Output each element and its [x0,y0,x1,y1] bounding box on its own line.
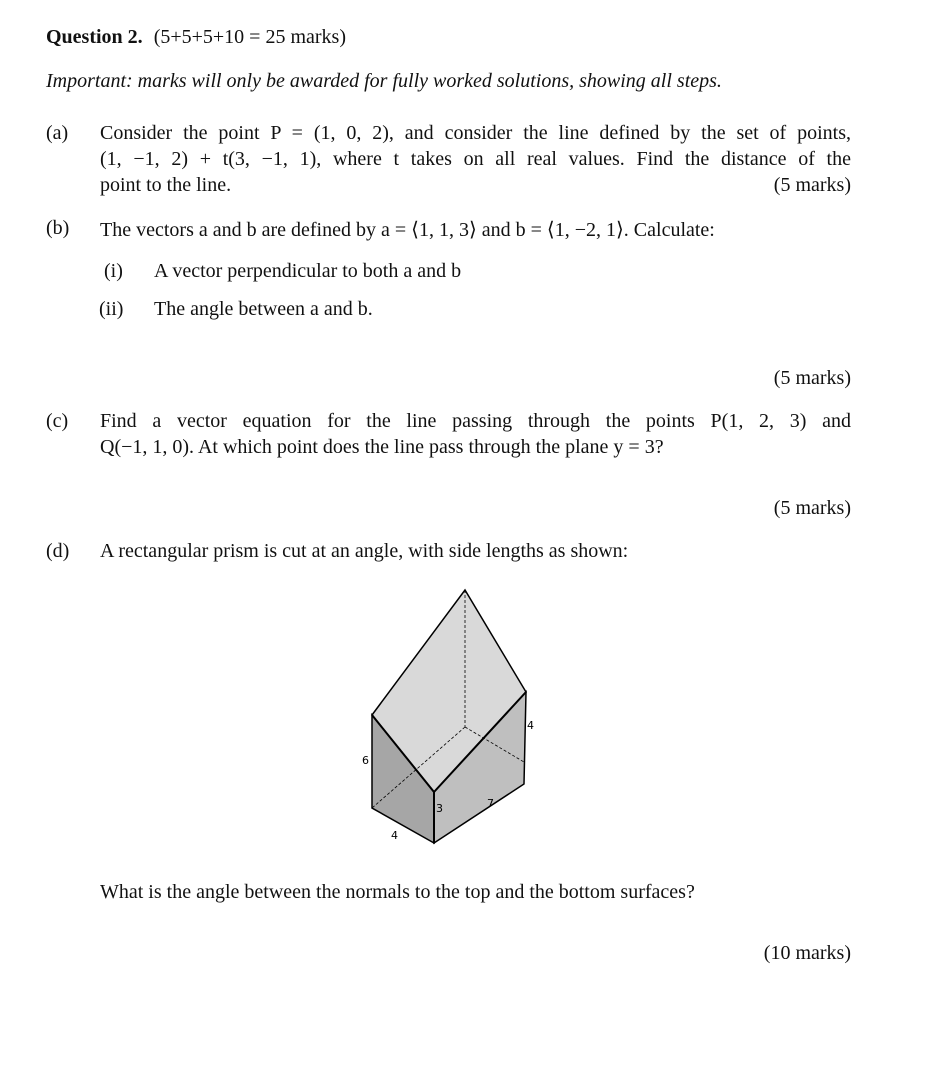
part-d-line-1: A rectangular prism is cut at an angle, with side lengths as shown: [100,540,629,562]
label-length: 7 [487,797,494,810]
part-a-line-1: Consider the point P = (1, 0, 2), and consider the line defined by the set of points, [100,122,851,144]
label-height-left: 6 [362,754,369,767]
part-b-sub-i-label: (i) [104,260,123,282]
part-b-sub-ii-label: (ii) [99,298,124,320]
part-c-line-1: Find a vector equation for the line passing through the points P(1, 2, 3) and [100,410,851,432]
part-a-line-3: point to the line. [100,174,232,196]
part-d-label: (d) [46,540,70,562]
part-d-marks: (10 marks) [763,942,851,964]
label-height-front: 3 [436,802,443,815]
part-b-marks: (5 marks) [773,367,851,389]
marks-breakdown: (5+5+5+10 = 25 marks) [153,26,347,48]
label-depth: 4 [391,829,398,842]
part-c-marks: (5 marks) [773,497,851,519]
part-a-line-2: (1, −1, 2) + t(3, −1, 1), where t takes on all real values. Find the distance of the [100,148,851,170]
part-b-sub-i-text: A vector perpendicular to both a and b [154,260,462,282]
part-b-sub-ii-text: The angle between a and b. [154,298,373,320]
part-d-question: What is the angle between the normals to the top and the bottom surfaces? [100,881,695,903]
part-b-line-1: The vectors a and b are defined by a = ⟨1, 1, 3⟩ and b = ⟨1, −2, 1⟩. Calculate: [100,219,715,241]
label-height-right: 4 [527,719,534,732]
instruction-text: Important: marks will only be awarded for fully worked solutions, showing all steps. [46,70,722,92]
part-b-label: (b) [46,217,70,239]
part-a-marks: (5 marks) [773,174,851,196]
question-label: Question 2. [46,26,143,48]
part-c-line-2: Q(−1, 1, 0). At which point does the line pass through the plane y = 3? [100,436,664,458]
part-a-label: (a) [46,122,69,144]
part-c-label: (c) [46,410,69,432]
